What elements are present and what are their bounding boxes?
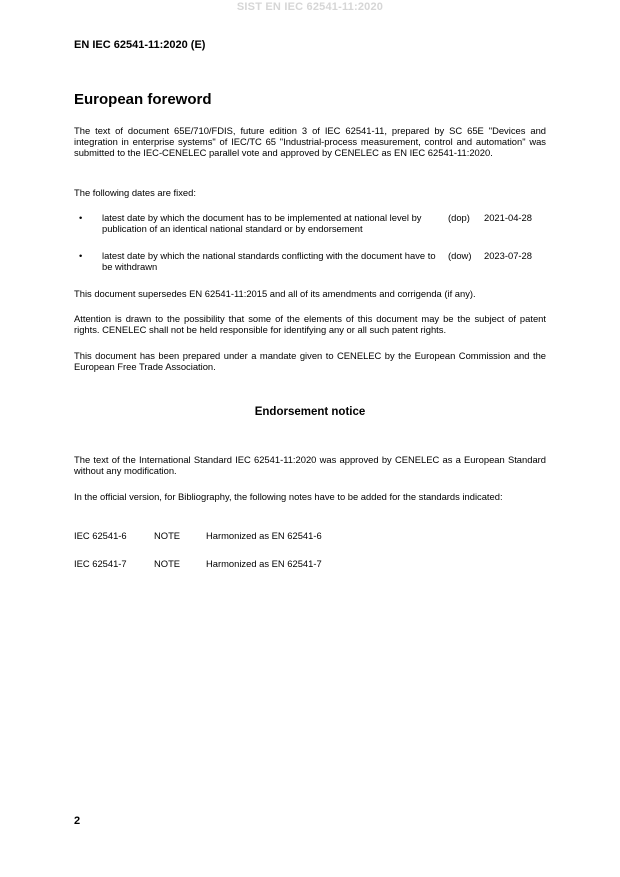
foreword-paragraph-1: The text of document 65E/710/FDIS, future edition 3 of IEC 62541-11, prepared by SC 65E "Devices and integration in enterprise systems" of IEC/TC 65 "Industrial-process measurement, control and automation" was submitted to the IEC-CENELEC parallel vote and approved by CENELEC as EN IEC 62541-11:2020. — [74, 125, 546, 158]
date-description: latest date by which the national standards conflicting with the document have to be withdrawn — [102, 250, 436, 272]
note-label: NOTE — [154, 558, 181, 569]
date-abbreviation: (dow) — [448, 250, 472, 261]
bullet-marker: • — [79, 212, 83, 223]
note-standard: IEC 62541-6 — [74, 530, 127, 541]
document-id-header: EN IEC 62541-11:2020 (E) — [74, 39, 206, 51]
note-label: NOTE — [154, 530, 181, 541]
endorsement-paragraph-1: The text of the International Standard IEC 62541-11:2020 was approved by CENELEC as a European Standard without any modification. — [74, 454, 546, 476]
date-description: latest date by which the document has to be implemented at national level by publication of an identical national standard or by endorsement — [102, 212, 422, 234]
foreword-paragraph-3: This document supersedes EN 62541-11:2015 and all of its amendments and corrigenda (if any). — [74, 288, 476, 299]
foreword-paragraph-4: Attention is drawn to the possibility that some of the elements of this document may be the subject of patent rights. CENELEC shall not be held responsible for identifying any or all such patent rights. — [74, 313, 546, 335]
foreword-paragraph-5: This document has been prepared under a mandate given to CENELEC by the European Commission and the European Free Trade Association. — [74, 350, 546, 372]
watermark: SIST EN IEC 62541-11:2020 — [236, 1, 384, 13]
foreword-heading: European foreword — [74, 91, 212, 108]
note-text: Harmonized as EN 62541-7 — [206, 558, 322, 569]
endorsement-heading: Endorsement notice — [254, 406, 366, 418]
note-standard: IEC 62541-7 — [74, 558, 127, 569]
date-value: 2023-07-28 — [484, 250, 532, 261]
page-number: 2 — [74, 815, 81, 827]
date-value: 2021-04-28 — [484, 212, 532, 223]
endorsement-paragraph-2: In the official version, for Bibliography, the following notes have to be added for the standards indicated: — [74, 491, 503, 502]
foreword-paragraph-2: The following dates are fixed: — [74, 187, 196, 198]
date-abbreviation: (dop) — [448, 212, 470, 223]
bullet-marker: • — [79, 250, 83, 261]
note-text: Harmonized as EN 62541-6 — [206, 530, 322, 541]
